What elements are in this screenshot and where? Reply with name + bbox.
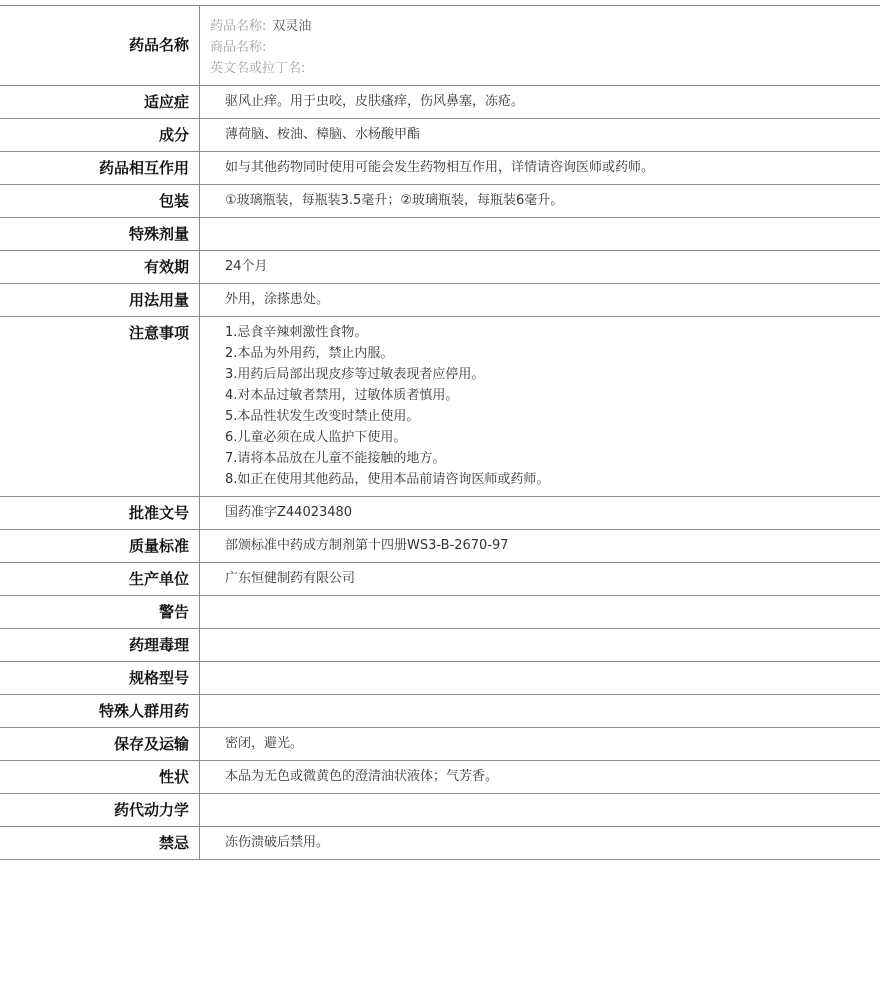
english-name-line <box>210 58 880 79</box>
value-shelf-life: 24个月 <box>225 259 268 274</box>
row-precautions <box>0 317 880 497</box>
trade-name-key: 商品名称: <box>210 40 267 55</box>
row-pharmacology <box>0 629 880 662</box>
label-drug-name: 药品名称 <box>0 6 200 85</box>
row-special-population <box>0 695 880 728</box>
row-pharmacokinetics <box>0 794 880 827</box>
label-interactions: 药品相互作用 <box>0 152 200 184</box>
row-warning <box>0 596 880 629</box>
value-indications: 驱风止痒。用于虫咬，皮肤瘙痒，伤风鼻塞，冻疮。 <box>225 94 525 109</box>
value-ingredients: 薄荷脑、桉油、樟脑、水杨酸甲酯 <box>225 127 421 142</box>
row-contraindications <box>0 827 880 860</box>
precaution-item: 4.对本品过敏者禁用，过敏体质者慎用。 <box>225 388 459 403</box>
precaution-item: 8.如正在使用其他药品，使用本品前请咨询医师或药师。 <box>225 472 550 487</box>
label-usage: 用法用量 <box>0 284 200 316</box>
label-ingredients: 成分 <box>0 119 200 151</box>
value-precautions <box>200 317 880 496</box>
row-drug-name <box>0 6 880 86</box>
row-usage <box>0 284 880 317</box>
label-precautions: 注意事项 <box>0 317 200 496</box>
label-storage: 保存及运输 <box>0 728 200 760</box>
precaution-item: 6.儿童必须在成人监护下使用。 <box>225 430 407 445</box>
label-specification: 规格型号 <box>0 662 200 694</box>
row-specification <box>0 662 880 695</box>
value-standard: 部颁标准中药成方制剂第十四册WS3-B-2670-97 <box>225 538 509 553</box>
label-warning: 警告 <box>0 596 200 628</box>
value-storage: 密闭，避光。 <box>225 736 304 751</box>
value-pharmacology <box>200 629 880 661</box>
label-pharmacology: 药理毒理 <box>0 629 200 661</box>
value-drug-names <box>200 6 880 85</box>
drug-name-key: 药品名称: <box>210 19 267 34</box>
row-standard <box>0 530 880 563</box>
label-appearance: 性状 <box>0 761 200 793</box>
precaution-item: 1.忌食辛辣刺激性食物。 <box>225 325 368 340</box>
label-pharmacokinetics: 药代动力学 <box>0 794 200 826</box>
value-approval: 国药准字Z44023480 <box>225 505 353 520</box>
label-indications: 适应症 <box>0 86 200 118</box>
label-packaging: 包装 <box>0 185 200 217</box>
label-special-dosage: 特殊剂量 <box>0 218 200 250</box>
row-manufacturer <box>0 563 880 596</box>
precaution-item: 3.用药后局部出现皮疹等过敏表现者应停用。 <box>225 367 485 382</box>
row-approval <box>0 497 880 530</box>
drug-name-line <box>210 16 880 37</box>
value-specification <box>200 662 880 694</box>
row-storage <box>0 728 880 761</box>
value-pharmacokinetics <box>200 794 880 826</box>
row-ingredients <box>0 119 880 152</box>
value-contraindications: 冻伤溃破后禁用。 <box>225 835 330 850</box>
label-standard: 质量标准 <box>0 530 200 562</box>
row-interactions <box>0 152 880 185</box>
precaution-item: 5.本品性状发生改变时禁止使用。 <box>225 409 420 424</box>
value-usage: 外用，涂搽患处。 <box>225 292 330 307</box>
value-warning <box>200 596 880 628</box>
value-interactions: 如与其他药物同时使用可能会发生药物相互作用，详情请咨询医师或药师。 <box>225 160 655 175</box>
row-special-dosage <box>0 218 880 251</box>
value-packaging: ①玻璃瓶装，每瓶装3.5毫升；②玻璃瓶装，每瓶装6毫升。 <box>225 193 564 208</box>
value-appearance: 本品为无色或微黄色的澄清油状液体；气芳香。 <box>225 769 499 784</box>
label-manufacturer: 生产单位 <box>0 563 200 595</box>
precaution-item: 2.本品为外用药，禁止内服。 <box>225 346 394 361</box>
row-packaging <box>0 185 880 218</box>
row-shelf-life <box>0 251 880 284</box>
value-special-population <box>200 695 880 727</box>
trade-name-line <box>210 37 880 58</box>
value-special-dosage <box>200 218 880 250</box>
label-contraindications: 禁忌 <box>0 827 200 859</box>
english-name-key: 英文名或拉丁名: <box>210 61 306 76</box>
drug-name-value: 双灵油 <box>272 19 312 34</box>
value-manufacturer: 广东恒健制药有限公司 <box>225 571 356 586</box>
label-approval: 批准文号 <box>0 497 200 529</box>
label-shelf-life: 有效期 <box>0 251 200 283</box>
row-appearance <box>0 761 880 794</box>
label-special-population: 特殊人群用药 <box>0 695 200 727</box>
drug-info-table <box>0 5 880 860</box>
row-indications <box>0 86 880 119</box>
precaution-item: 7.请将本品放在儿童不能接触的地方。 <box>225 451 446 466</box>
